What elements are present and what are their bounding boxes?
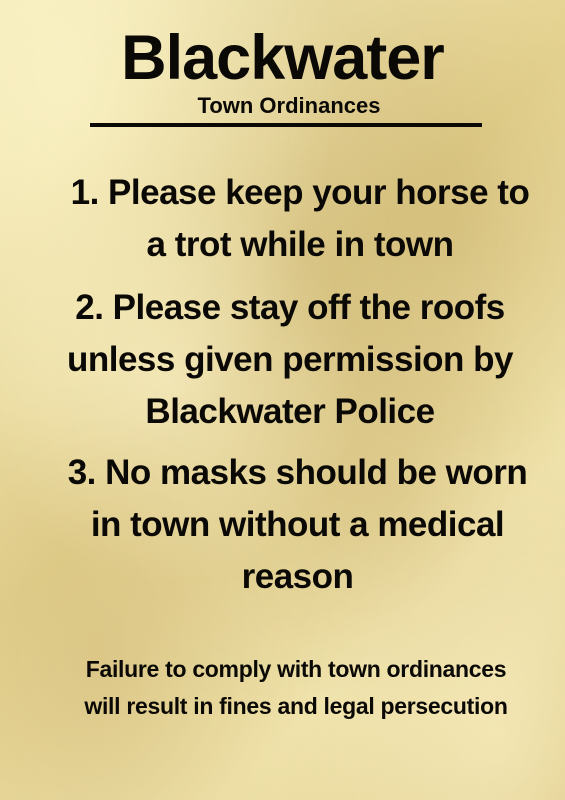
page-title: Blackwater [121,23,444,93]
ordinance-3 [45,447,550,603]
ordinance-1-line-2: a trot while in town [146,225,454,264]
ordinance-2-line-2: unless given permission by [66,340,514,379]
ordinance-1 [50,167,550,271]
penalty-notice-line-1: Failure to comply with town ordinances [85,656,507,682]
ordinance-2 [30,282,550,438]
title-underline-divider [90,123,482,127]
ordinance-2-line-3: Blackwater Police [145,392,435,431]
ordinance-1-line-1: 1. Please keep your horse to [70,173,530,212]
penalty-notice-line-2: will result in fines and legal persecution [84,693,508,719]
penalty-notice [36,651,556,725]
ordinance-3-line-1: 3. No masks should be worn [67,453,528,492]
ordinance-3-line-3: reason [241,557,354,596]
ordinance-3-line-2: in town without a medical [90,505,505,544]
ordinance-2-line-1: 2. Please stay off the roofs [75,288,505,327]
subtitle: Town Ordinances [197,93,381,118]
